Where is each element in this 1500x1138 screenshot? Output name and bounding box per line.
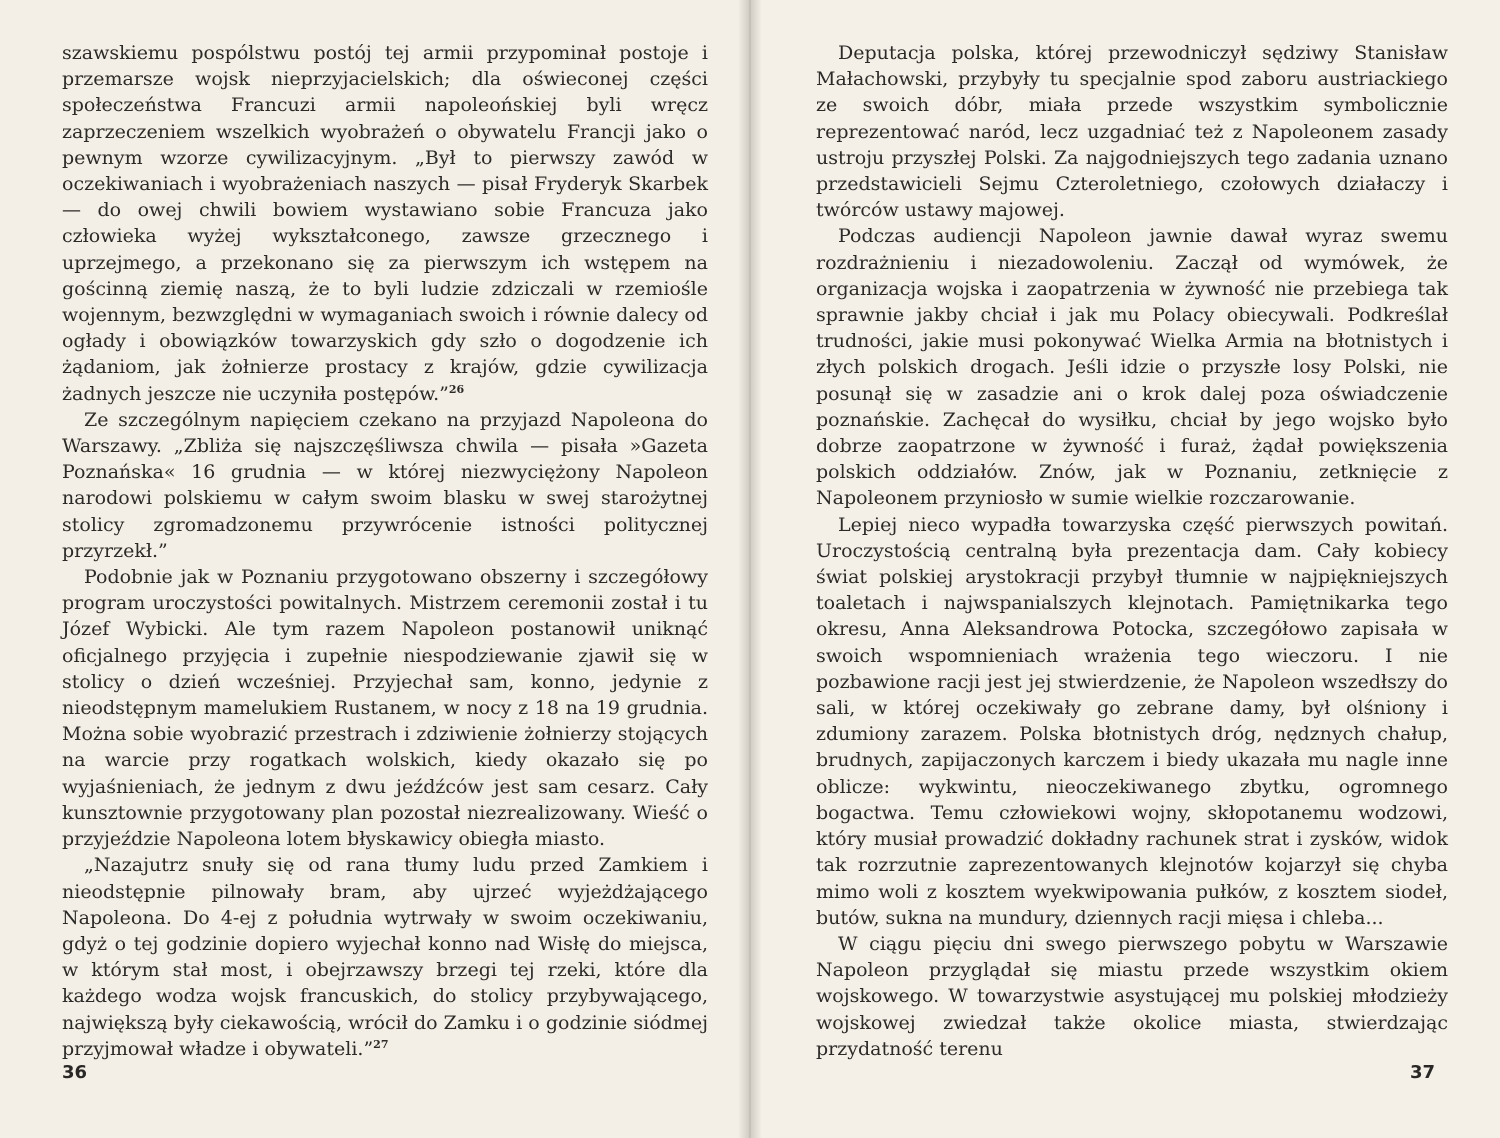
paragraph: Deputacja polska, której przewodniczył sędziwy Stanisław Małachowski, przybyły tu specjalnie spod zaboru austriackiego ze swoich dóbr, miała przede wszystkim symbolicznie reprezentować naród, lecz uzgadniać też z Napoleonem zasady ustroju przyszłej Polski. Za najgodniejszych tego zadania uznano przedstawicieli Sejmu Czteroletniego, czołowych działaczy i twórców ustawy majowej.: [816, 42, 1448, 222]
paragraph: W ciągu pięciu dni swego pierwszego pobytu w Warszawie Napoleon przyglądał się miastu przede wszystkim okiem wojskowego. W towarzystwie asystującej mu polskiej młodzieży wojskowej zwiedzał także okolice miasta, stwierdzając przydatność terenu: [816, 932, 1448, 1060]
book-gutter: [738, 0, 762, 1138]
right-page-text: [816, 40, 1448, 1062]
right-page: [750, 0, 1500, 1138]
paragraph: Lepiej nieco wypadła towarzyska część pierwszych powitań. Uroczystością centralną była prezentacja dam. Cały kobiecy świat polskiej arystokracji przybył tłumnie w najpiękniejszych toaletach i najwspanialszych klejnotach. Pamiętnikarka tego okresu, Anna Aleksandrowa Potocka, szczegółowo zapisała w swoich wspomnieniach wrażenia tego wieczoru. I nie pozbawione racji jest jej stwierdzenie, że Napoleon wszedłszy do sali, w której oczekiwały go zebrane damy, był olśniony i zdumiony zarazem. Polska błotnistych dróg, nędznych chałup, brudnych, zapijaczonych karczem i biedy ukazała mu nagle inne oblicze: wykwintu, nieoczekiwanego zbytku, ogromnego bogactwa. Temu człowiekowi wojny, skłopotanemu wodzowi, który musiał prowadzić dokładny rachunek strat i zysków, widok tak rozrzutnie zaprezentowanych klejnotów kojarzył się chyba mimo woli z kosztem wyekwipowania pułków, z kosztem siodeł, butów, sukna na mundury, dziennych racji mięsa i chleba...: [816, 513, 1448, 929]
paragraph: Ze szczególnym napięciem czekano na przyjazd Napoleona do Warszawy. „Zbliża się najszczęśliwsza chwila — pisała »Gazeta Poznańska« 16 grudnia — w której niezwyciężony Napoleon narodowi polskiemu w całym swoim blasku w swej starożytnej stolicy zgromadzonemu przywrócenie istności politycznej przyrzekł.”: [62, 408, 708, 562]
left-page-text: [62, 40, 708, 1062]
page-number: 36: [62, 1062, 88, 1083]
paragraph: Podczas audiencji Napoleon jawnie dawał wyraz swemu rozdrażnieniu i niezadowoleniu. Zaczął od wymówek, że organizacja wojska i zaopatrzenia w żywność nie przebiega tak sprawnie jakby chciał i jak mu Polacy obiecywali. Podkreślał trudności, jakie musi pokonywać Wielka Armia na błotnistych i złych polskich drogach. Jeśli idzie o przyszłe losy Polski, nie posunął się w zasadzie ani o krok dalej poza oświadczenie poznańskie. Zachęcał do wysiłku, chciał by jego wojsko było dobrze zaopatrzone w żywność i furaż, żądał powiększenia polskich oddziałów. Znów, jak w Poznaniu, zetknięcie z Napoleonem przyniosło w sumie wielkie rozczarowanie.: [816, 225, 1448, 510]
paragraph: szawskiemu pospólstwu postój tej armii przypominał postoje i przemarsze wojsk nieprzyjacielskich; dla oświeconej części społeczeństwa Francuzi armii napoleońskiej byli wręcz zaprzeczeniem wszelkich wyobrażeń o obywatelu Francji jako o pewnym wzorze cywilizacyjnym. „Był to pierwszy zawód w oczekiwaniach i wyobrażeniach naszych — pisał Fryderyk Skarbek — do owej chwili bowiem wystawiano sobie Francuza jako człowieka wyżej wykształconego, zawsze grzecznego i uprzejmego, a przekonano się za pierwszym ich wstępem na gościnną ziemię naszą, że to byli ludzie zdziczali w rzemiośle wojennym, bezwzględni w wymaganiach swoich i równie dalecy od ogłady i obowiązków towarzyskich gdy szło o dogodzenie ich żądaniom, jak żołnierze prostacy z krajów, gdzie cywilizacja żadnych jeszcze nie uczyniła postępów.”$^{26}$: [62, 42, 708, 405]
paragraph: Podobnie jak w Poznaniu przygotowano obszerny i szczegółowy program uroczystości powitalnych. Mistrzem ceremonii został i tu Józef Wybicki. Ale tym razem Napoleon postanowił uniknąć oficjalnego przyjęcia i zupełnie niespodziewanie zjawił się w stolicy o dzień wcześniej. Przyjechał sam, konno, jedynie z nieodstępnym mamelukiem Rustanem, w nocy z 18 na 19 grudnia. Można sobie wyobrazić przestrach i zdziwienie żołnierzy stojących na warcie przy rogatkach wolskich, kiedy okazało się po wyjaśnieniach, że jednym z dwu jeźdźców jest sam cesarz. Cały kunsztownie przygotowany plan pozostał niezrealizowany. Wieść o przyjeździe Napoleona lotem błyskawicy obiegła miasto.: [62, 566, 708, 851]
paragraph: „Nazajutrz snuły się od rana tłumy ludu przed Zamkiem i nieodstępnie pilnowały bram, aby ujrzeć wyjeżdżającego Napoleona. Do 4-ej z południa wytrwały w swoim oczekiwaniu, gdyż o tej godzinie dopiero wyjechał konno nad Wisłę do miejsca, w którym stał most, i obejrzawszy brzegi tej rzeki, które dla każdego wodza wojsk francuskich, do stolicy przybywającego, największą były ciekawością, wrócił do Zamku i o godzinie siódmej przyjmował władze i obywateli.”$^{27}$: [62, 854, 708, 1060]
footnote-ref: 27: [373, 1037, 389, 1051]
page-number: 37: [1410, 1062, 1436, 1083]
footnote-ref: 26: [448, 382, 465, 396]
